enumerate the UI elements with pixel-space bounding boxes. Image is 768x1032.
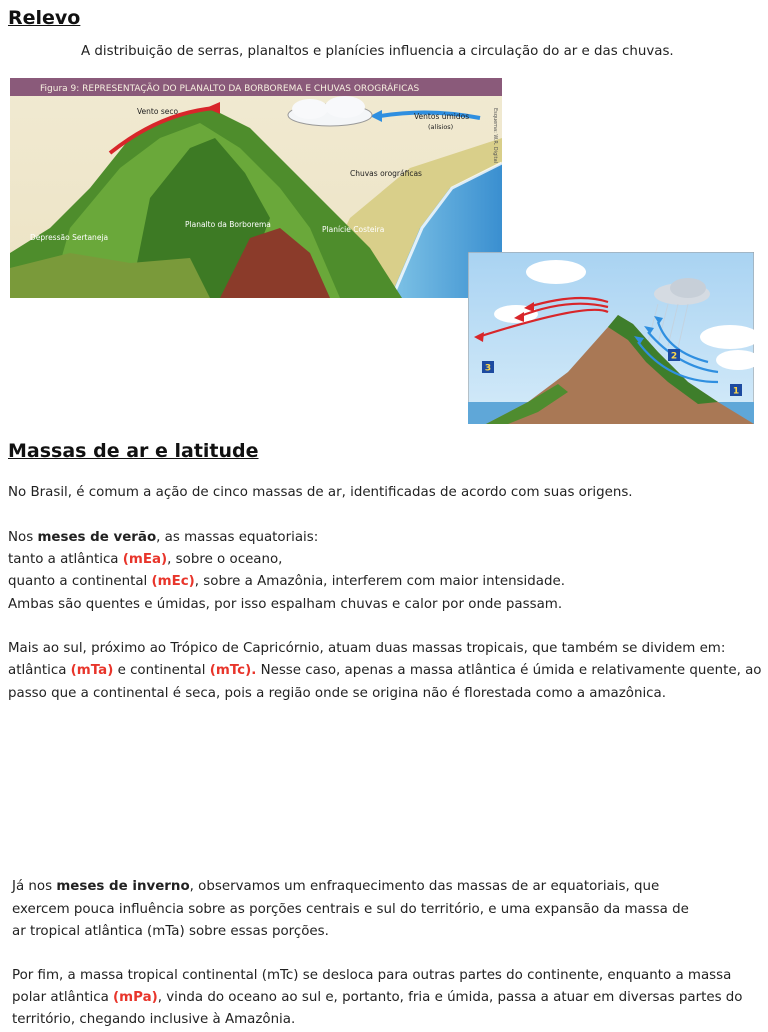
figure-title: Figura 9: REPRESENTAÇÃO DO PLANALTO DA BORBOREMA E CHUVAS OROGRÁFICAS — [40, 84, 420, 94]
text: , vinda do oceano ao sul e, portanto, fria e úmida, passa a atuar em diversas partes do — [157, 990, 743, 1005]
text: , observamos um enfraquecimento das massas de ar equatoriais, que — [189, 879, 660, 894]
text: atlântica — [8, 663, 71, 678]
text: polar atlântica — [12, 990, 114, 1005]
label-credit: Esquema: W.R. Digital — [492, 108, 498, 164]
inverno-line-3: ar tropical atlântica (mTa) sobre essas porções. — [12, 924, 329, 939]
highlight-mea: (mEa) — [122, 552, 168, 567]
verao-line-3 — [8, 571, 565, 594]
massas-p1: No Brasil, é comum a ação de cinco massas de ar, identificadas de acordo com suas origens. — [8, 485, 633, 500]
marker-3-label: 3 — [484, 363, 492, 374]
sul-line-3: passo que a continental é seca, pois a região onde se origina não é florestada como a amazônica. — [8, 686, 666, 701]
highlight-mtc: (mTc). — [209, 663, 257, 678]
text: , sobre a Amazônia, interferem com maior intensidade. — [194, 574, 565, 589]
sul-line-2 — [8, 660, 762, 683]
inverno-line-1 — [12, 876, 659, 899]
label-alisios: (alísios) — [428, 123, 454, 131]
highlight-mec: (mEc) — [151, 574, 195, 589]
section-heading-relevo: Relevo — [8, 7, 81, 29]
final-line-1: Por fim, a massa tropical continental (mTc) se desloca para outras partes do continente, enquanto a massa — [12, 968, 732, 983]
highlight-mpa: (mPa) — [113, 990, 158, 1005]
label-chuvas: Chuvas orográficas — [350, 169, 422, 178]
text: , sobre o oceano, — [167, 552, 283, 567]
orographic-rain-figure — [468, 252, 754, 424]
text: Já nos — [12, 879, 57, 894]
text: tanto a atlântica — [8, 552, 123, 567]
final-line-3: território, chegando inclusive à Amazônia. — [12, 1012, 296, 1027]
marker-1-label: 1 — [732, 386, 740, 397]
verao-line-2 — [8, 549, 282, 572]
sul-line-1: Mais ao sul, próximo ao Trópico de Capricórnio, atuam duas massas tropicais, que também se dividem em: — [8, 641, 726, 656]
final-line-2 — [12, 987, 743, 1010]
label-vento-seco: Vento seco — [137, 107, 179, 116]
label-planalto: Planalto da Borborema — [185, 220, 271, 229]
text: Nos — [8, 530, 38, 545]
verao-line-1 — [8, 527, 318, 550]
text: , as massas equatoriais: — [156, 530, 319, 545]
text: e continental — [113, 663, 210, 678]
borborema-figure — [10, 78, 502, 298]
inverno-line-2: exercem pouca influência sobre as porções centrais e sul do território, e uma expansão da massa de — [12, 902, 689, 917]
label-depressao: Depressão Sertaneja — [30, 233, 109, 242]
relevo-intro: A distribuição de serras, planaltos e planícies influencia a circulação do ar e das chuvas. — [81, 44, 674, 59]
bold-inverno: meses de inverno — [56, 879, 190, 894]
label-ventos-umidos: Ventos úmidos — [414, 112, 470, 121]
highlight-mta: (mTa) — [70, 663, 114, 678]
text: Nesse caso, apenas a massa atlântica é úmida e relativamente quente, ao — [256, 663, 762, 678]
marker-2-label: 2 — [670, 351, 678, 362]
text: quanto a continental — [8, 574, 152, 589]
section-heading-massas: Massas de ar e latitude — [8, 440, 259, 462]
bold-verao: meses de verão — [37, 530, 157, 545]
verao-line-4: Ambas são quentes e úmidas, por isso espalham chuvas e calor por onde passam. — [8, 597, 563, 612]
label-planicie: Planície Costeira — [322, 225, 385, 234]
